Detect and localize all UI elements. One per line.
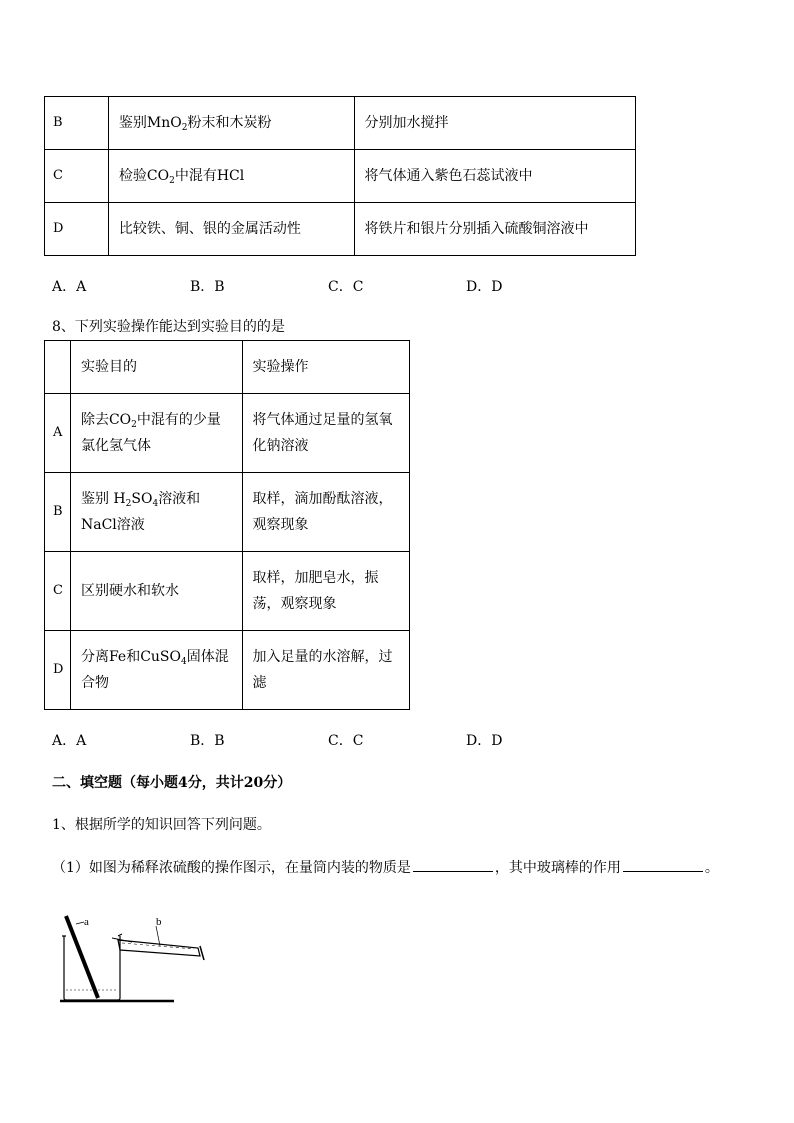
row-label: B xyxy=(45,473,71,552)
goal-cell: 鉴别MnO$_2$粉末和木炭粉 xyxy=(108,97,354,150)
answer-blank-2[interactable] xyxy=(623,859,703,872)
table-row xyxy=(45,150,636,203)
q8-options xyxy=(52,730,604,750)
goal-cell: 区别硬水和软水 xyxy=(70,552,242,631)
table-row xyxy=(45,203,636,256)
option-a[interactable]: A．A xyxy=(52,279,87,295)
table-row xyxy=(45,631,410,710)
row-label: C xyxy=(45,552,71,631)
goal-cell: 分离Fe和CuSO$_4$固体混合物 xyxy=(70,631,242,710)
dilution-figure xyxy=(56,912,206,1007)
operation-cell: 将气体通入紫色石蕊试液中 xyxy=(354,150,635,203)
q1-part1: （1）如图为稀释浓硫酸的操作图示，在量筒内装的物质是 ，其中玻璃棒的作用 。 xyxy=(52,860,719,876)
operation-cell: 取样，滴加酚酞溶液，观察现象 xyxy=(242,473,410,552)
table-q8 xyxy=(44,340,410,710)
q7-options xyxy=(52,276,604,296)
table-q7-continued xyxy=(44,96,636,256)
goal-cell: 鉴别 $H_2SO_4$溶液和 NaCl溶液 xyxy=(70,473,242,552)
operation-cell: 分别加水搅拌 xyxy=(354,97,635,150)
label-a: a xyxy=(84,916,89,928)
row-label: D xyxy=(45,203,109,256)
header-operation: 实验操作 xyxy=(242,341,410,394)
answer-blank-1[interactable] xyxy=(413,859,493,872)
header-goal: 实验目的 xyxy=(70,341,242,394)
operation-cell: 将气体通过足量的氢氧化钠溶液 xyxy=(242,394,410,473)
table-row xyxy=(45,552,410,631)
label-b: b xyxy=(156,916,162,928)
option-c[interactable]: C．C xyxy=(328,279,364,295)
goal-cell: 除去$CO_2$中混有的少量氯化氢气体 xyxy=(70,394,242,473)
section-title: 二、填空题（每小题4分，共计20分） xyxy=(52,775,292,791)
table-row xyxy=(45,394,410,473)
option-d[interactable]: D．D xyxy=(466,733,503,749)
header-label xyxy=(45,341,71,394)
row-label: C xyxy=(45,150,109,203)
row-label: D xyxy=(45,631,71,710)
row-label: A xyxy=(45,394,71,473)
option-a[interactable]: A．A xyxy=(52,733,87,749)
goal-cell: 检验$CO_2$中混有HCl xyxy=(108,150,354,203)
operation-cell: 加入足量的水溶解，过滤 xyxy=(242,631,410,710)
table-row xyxy=(45,97,636,150)
option-c[interactable]: C．C xyxy=(328,733,364,749)
table-row xyxy=(45,473,410,552)
operation-cell: 取样，加肥皂水，振荡，观察现象 xyxy=(242,552,410,631)
option-b[interactable]: B．B xyxy=(190,279,225,295)
operation-cell: 将铁片和银片分别插入硫酸铜溶液中 xyxy=(354,203,635,256)
q1-stem: 1、根据所学的知识回答下列问题。 xyxy=(52,817,271,833)
option-d[interactable]: D．D xyxy=(466,279,503,295)
goal-cell: 比较铁、铜、银的金属活动性 xyxy=(108,203,354,256)
table-header-row xyxy=(45,341,410,394)
q8-stem: 8、下列实验操作能达到实验目的的是 xyxy=(52,319,285,335)
row-label: B xyxy=(45,97,109,150)
option-b[interactable]: B．B xyxy=(190,733,225,749)
